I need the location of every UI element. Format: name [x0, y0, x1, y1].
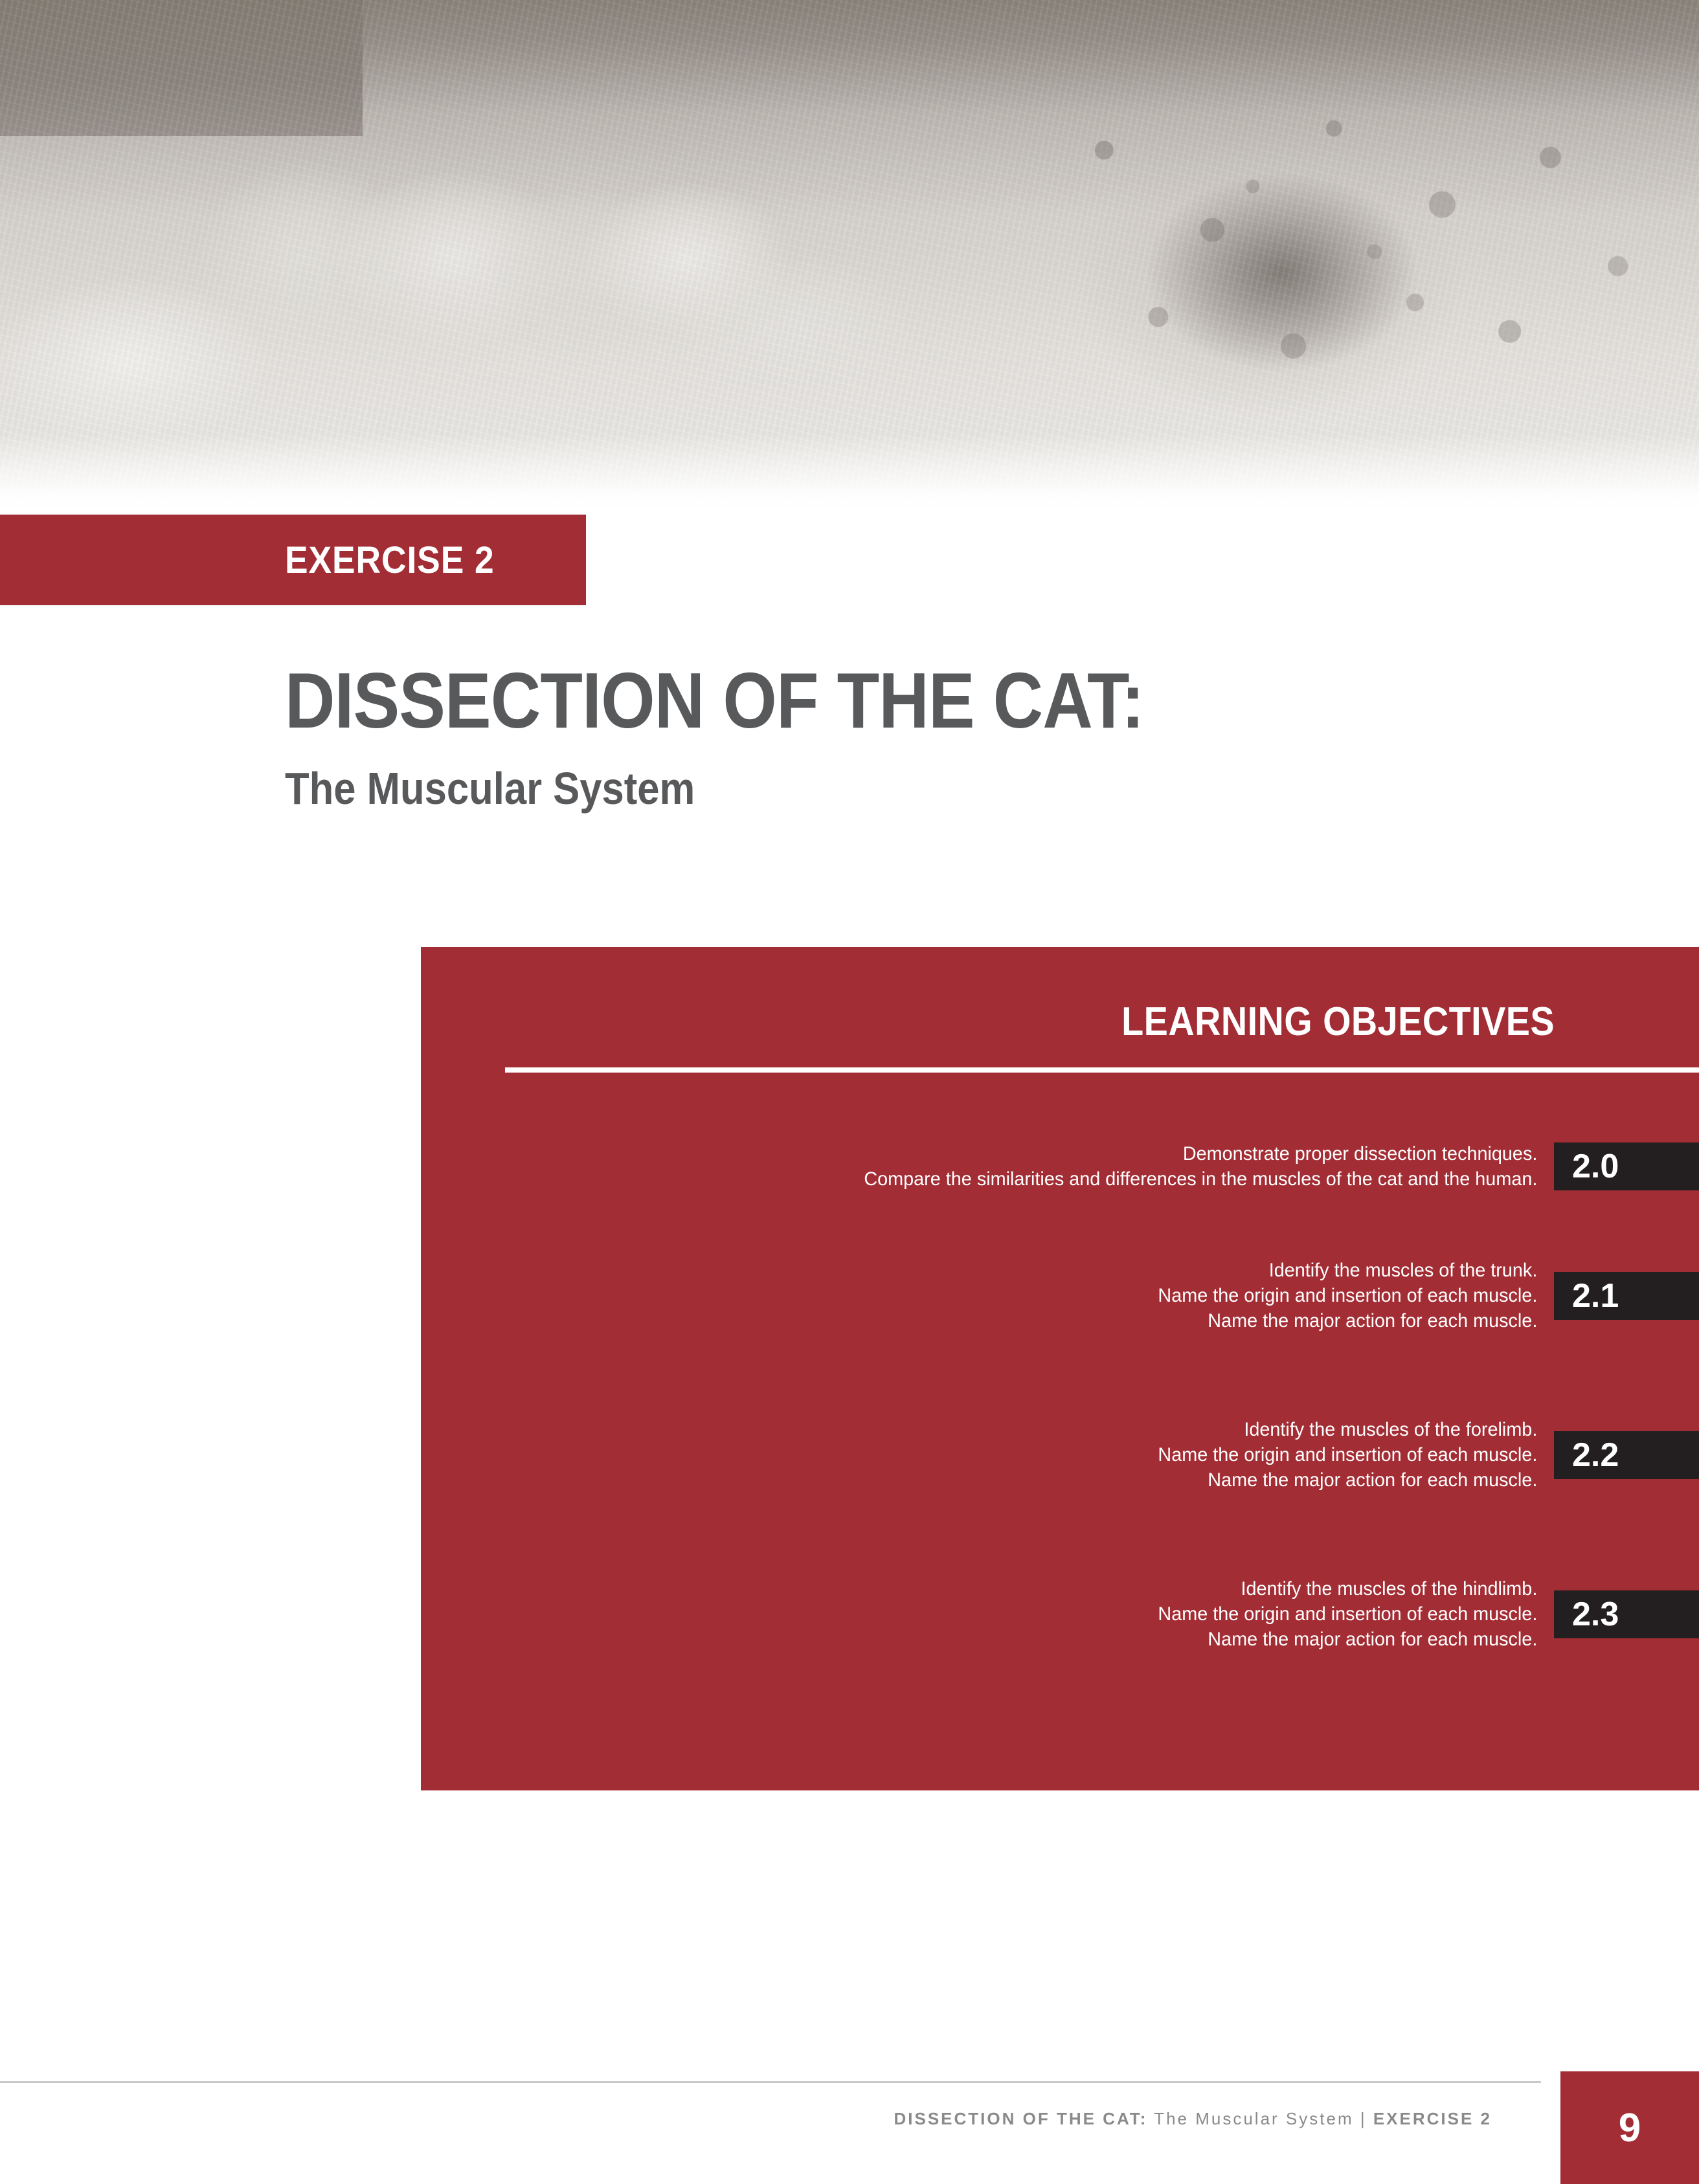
objective-line: Demonstrate proper dissection techniques. [1182, 1143, 1537, 1164]
page-title: DISSECTION OF THE CAT: [285, 656, 1144, 744]
exercise-badge [0, 515, 586, 605]
objective-line: Name the major action for each muscle. [1207, 1469, 1537, 1491]
objective-group-2-0 [421, 1141, 1699, 1192]
learning-objectives-divider [505, 1067, 1699, 1073]
objective-group-2-1 [421, 1258, 1699, 1333]
footer-divider [0, 2081, 1541, 2083]
objective-lines-2-0 [836, 1141, 1554, 1192]
learning-objectives-panel [421, 947, 1699, 1790]
objective-line: Identify the muscles of the trunk. [1268, 1260, 1537, 1281]
objective-line: Identify the muscles of the hindlimb. [1241, 1578, 1537, 1599]
objective-lines-2-3 [1142, 1576, 1554, 1652]
objective-group-2-3 [421, 1576, 1699, 1652]
objective-line: Name the origin and insertion of each muscle. [1158, 1285, 1537, 1306]
footer-subtitle-part: The Muscular System | [1147, 2109, 1373, 2128]
objective-lines-2-1 [1142, 1258, 1554, 1333]
page-subtitle: The Muscular System [285, 763, 695, 814]
hero-bottom-fade [0, 434, 1699, 511]
objective-number-2-1: 2.1 [1554, 1272, 1699, 1320]
footer-exercise-part: EXERCISE 2 [1373, 2109, 1492, 2128]
objective-line: Name the major action for each muscle. [1207, 1310, 1537, 1332]
footer-title-part: DISSECTION OF THE CAT: [894, 2109, 1148, 2128]
exercise-badge-label: EXERCISE 2 [285, 539, 495, 581]
page-number: 9 [1618, 2105, 1641, 2150]
hero-image [0, 0, 1699, 511]
hero-liver-speckle [1023, 78, 1699, 440]
objective-number-2-3: 2.3 [1554, 1590, 1699, 1638]
footer-running-head [894, 2109, 1492, 2129]
objective-line: Name the origin and insertion of each muscle. [1158, 1444, 1537, 1465]
objective-lines-2-2 [1142, 1417, 1554, 1493]
learning-objectives-heading-row [421, 999, 1699, 1045]
objective-group-2-2 [421, 1417, 1699, 1493]
objective-line: Name the major action for each muscle. [1207, 1629, 1537, 1650]
page-title-block [285, 656, 1515, 814]
objective-line: Identify the muscles of the forelimb. [1243, 1419, 1537, 1440]
objective-number-2-0: 2.0 [1554, 1142, 1699, 1190]
page-number-box [1560, 2071, 1699, 2184]
learning-objectives-heading: LEARNING OBJECTIVES [1121, 999, 1555, 1044]
objective-line: Compare the similarities and differences in the muscles of the cat and the human. [863, 1168, 1537, 1190]
objective-number-2-2: 2.2 [1554, 1431, 1699, 1479]
objective-line: Name the origin and insertion of each muscle. [1158, 1603, 1537, 1625]
